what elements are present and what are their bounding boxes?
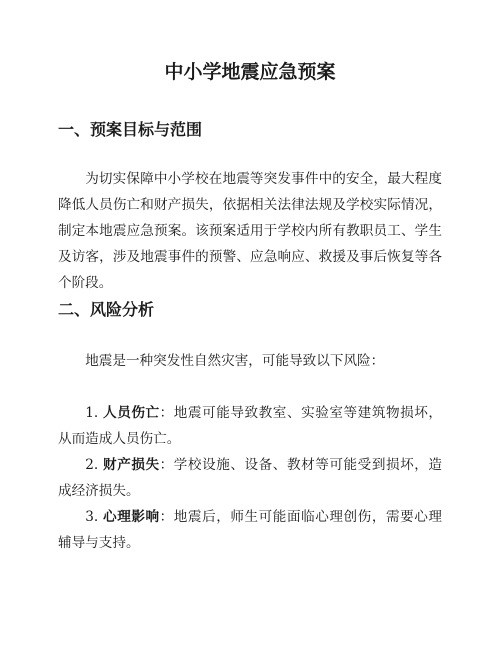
list-item-label: 心理影响 — [103, 509, 160, 525]
list-item-text: ：学校设施、设备、教材等可能受到损坏，造成经济损失。 — [58, 457, 443, 499]
list-item — [58, 400, 442, 452]
document-title: 中小学地震应急预案 — [164, 61, 336, 83]
section-heading-goals-scope: 一、预案目标与范围 — [58, 120, 203, 139]
list-item-text: ：地震可能导致教室、实验室等建筑物损坏，从而造成人员伤亡。 — [58, 405, 443, 447]
list-item-number: 1. — [85, 405, 99, 421]
list-item-label: 财产损失 — [103, 457, 160, 473]
list-item — [58, 452, 442, 504]
section-paragraph-goals-scope: 为切实保障中小学校在地震等突发事件中的安全，最大程度降低人员伤亡和财产损失，依据相关法律法规及学校实际情况，制定本地震应急预案。该预案适用于学校内所有教职员工、学生及访客，涉及地震事件的预警、应急响应、救援及事后恢复等各个阶段。 — [58, 171, 442, 291]
list-item — [58, 504, 442, 556]
list-item-text: ：地震后，师生可能面临心理创伤，需要心理辅导与支持。 — [58, 509, 443, 551]
list-item-label: 人员伤亡 — [103, 405, 160, 421]
list-item-number: 3. — [85, 509, 99, 525]
list-item-number: 2. — [85, 457, 99, 473]
section-heading-risk-analysis: 二、风险分析 — [58, 300, 155, 319]
section-paragraph-risk-intro: 地震是一种突发性自然灾害，可能导致以下风险： — [85, 353, 385, 369]
risk-list — [58, 400, 442, 556]
